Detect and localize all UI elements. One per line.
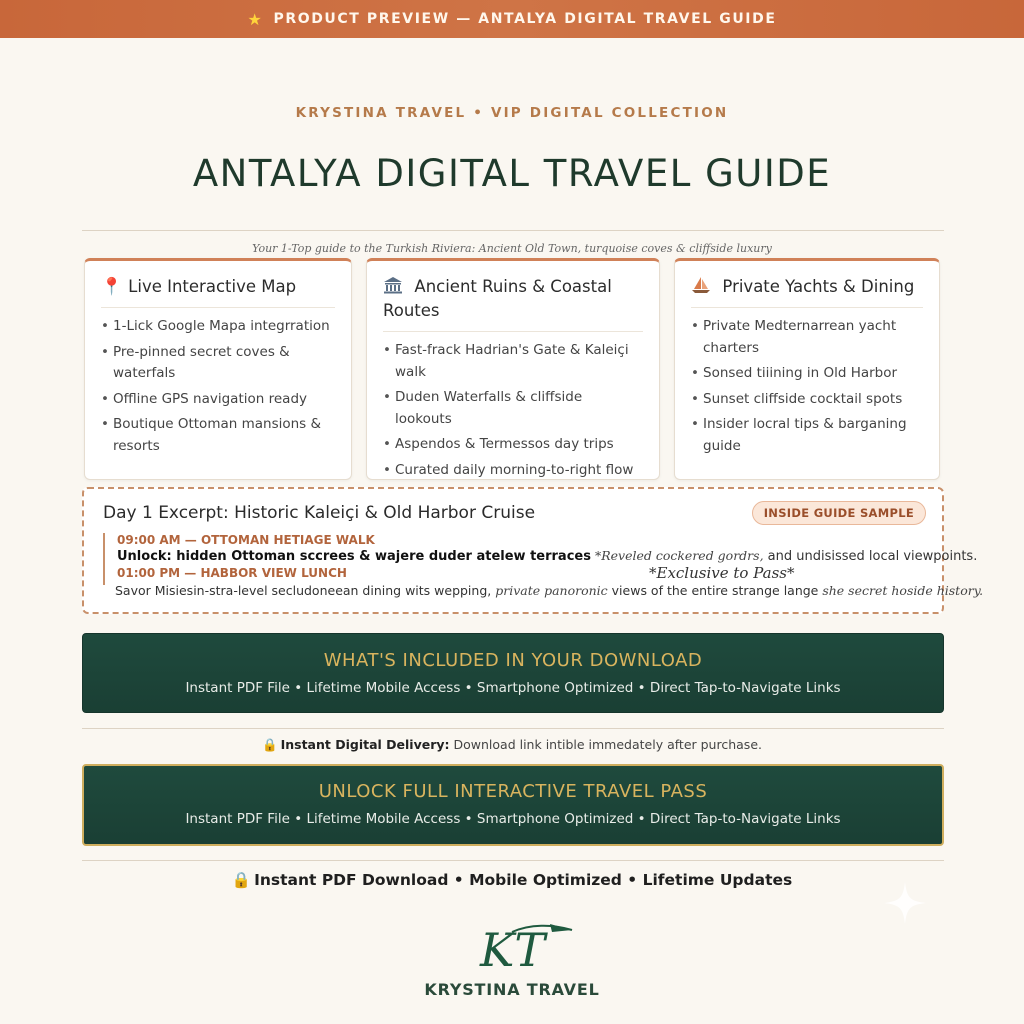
- ancient-building-icon: [383, 277, 408, 297]
- pass-exclusive-note: *Exclusive to Pass*: [649, 564, 795, 582]
- list-item: • Sonsed tiiining in Old Harbor: [691, 363, 923, 385]
- included-features: Instant PDF File • Lifetime Mobile Access • Smartphone Optimized • Direct Tap-to-Navigate Links: [185, 680, 841, 696]
- divider: [82, 860, 944, 861]
- list-item: • Duden Waterfalls & cliffside lookouts: [383, 387, 643, 430]
- list-item: • Curated daily morning-to-right flow: [383, 460, 643, 482]
- sample-badge: INSIDE GUIDE SAMPLE: [752, 501, 926, 525]
- footer-features: 🔒 Instant PDF Download • Mobile Optimized • Lifetime Updates: [231, 871, 793, 889]
- itinerary-description: Savor Misiesin-stra-level secludoneean dining wits wepping, private panoronic views of the entire strange lange she secret hoside history.: [115, 583, 984, 598]
- unlock-pass-button[interactable]: [82, 764, 944, 846]
- lock-icon: 🔒: [231, 871, 252, 889]
- itinerary-excerpt: [82, 487, 984, 614]
- list-item: • Aspendos & Termessos day trips: [383, 434, 643, 456]
- svg-text:KT: KT: [480, 923, 546, 974]
- feature-card-ruins: [366, 258, 660, 480]
- excerpt-title: Day 1 Excerpt: Historic Kaleiçi & Old Harbor Cruise: [103, 503, 536, 523]
- list-item: • Boutique Ottoman mansions & resorts: [101, 414, 335, 457]
- included-panel: [82, 633, 944, 713]
- tagline: Your 1-Top guide to the Turkish Riviera: Ancient Old Town, turquoise coves & cliffside luxury: [252, 242, 772, 255]
- page-title: ANTALYA DIGITAL TRAVEL GUIDE: [192, 152, 832, 195]
- star-icon: ★: [247, 9, 264, 29]
- sparkle-icon: [882, 880, 928, 926]
- list-item: • Private Medternarrean yacht charters: [691, 316, 923, 359]
- divider: [82, 728, 944, 729]
- lock-icon: 🔒: [262, 737, 278, 752]
- list-item: • Pre-pinned secret coves & waterfals: [101, 342, 335, 385]
- included-title: WHAT'S INCLUDED IN YOUR DOWNLOAD: [323, 650, 703, 671]
- card-title: Ancient Ruins & Coastal Routes: [383, 277, 612, 320]
- banner-text: PRODUCT PREVIEW — ANTALYA DIGITAL TRAVEL GUIDE: [273, 11, 777, 27]
- list-item: • Insider locral tips & barganing guide: [691, 414, 923, 457]
- feature-card-yachts: [674, 258, 940, 480]
- preview-banner: [0, 0, 1024, 38]
- list-item: • Fast-frack Hadrian's Gate & Kaleiçi walk: [383, 340, 643, 383]
- krystina-travel-logo: [472, 918, 582, 974]
- list-item: • 1-Lick Google Mapa integrration: [101, 316, 335, 338]
- list-item: • Sunset cliffside cocktail spots: [691, 389, 923, 411]
- cta-title: UNLOCK FULL INTERACTIVE TRAVEL PASS: [318, 781, 708, 802]
- feature-card-map: [84, 258, 352, 480]
- itinerary-time: 01:00 PM — HABBOR VIEW LUNCH: [117, 566, 347, 580]
- delivery-note: 🔒 Instant Digital Delivery: Download link intible immedately after purchase.: [262, 737, 762, 752]
- list-item: • Offline GPS navigation ready: [101, 389, 335, 411]
- itinerary-time: 09:00 AM — OTTOMAN HETIAGE WALK: [117, 533, 375, 547]
- itinerary-description: Unlock: hidden Ottoman sccrees & wajere duder atelew terraces *Reveled cockered gordrs, and undisissed local viewpoints.: [117, 548, 978, 564]
- timeline-bar: [103, 533, 105, 585]
- brand-name: KRYSTINA TRAVEL: [424, 980, 600, 999]
- cta-features: Instant PDF File • Lifetime Mobile Access • Smartphone Optimized • Direct Tap-to-Navigate Links: [185, 811, 841, 827]
- collection-eyebrow: KRYSTINA TRAVEL • VIP DIGITAL COLLECTION: [295, 105, 729, 121]
- sailboat-icon: [691, 277, 716, 297]
- map-pin-icon: 📍: [101, 277, 123, 297]
- divider: [82, 230, 944, 231]
- card-title: Private Yachts & Dining: [722, 277, 915, 296]
- card-title: Live Interactive Map: [128, 277, 297, 296]
